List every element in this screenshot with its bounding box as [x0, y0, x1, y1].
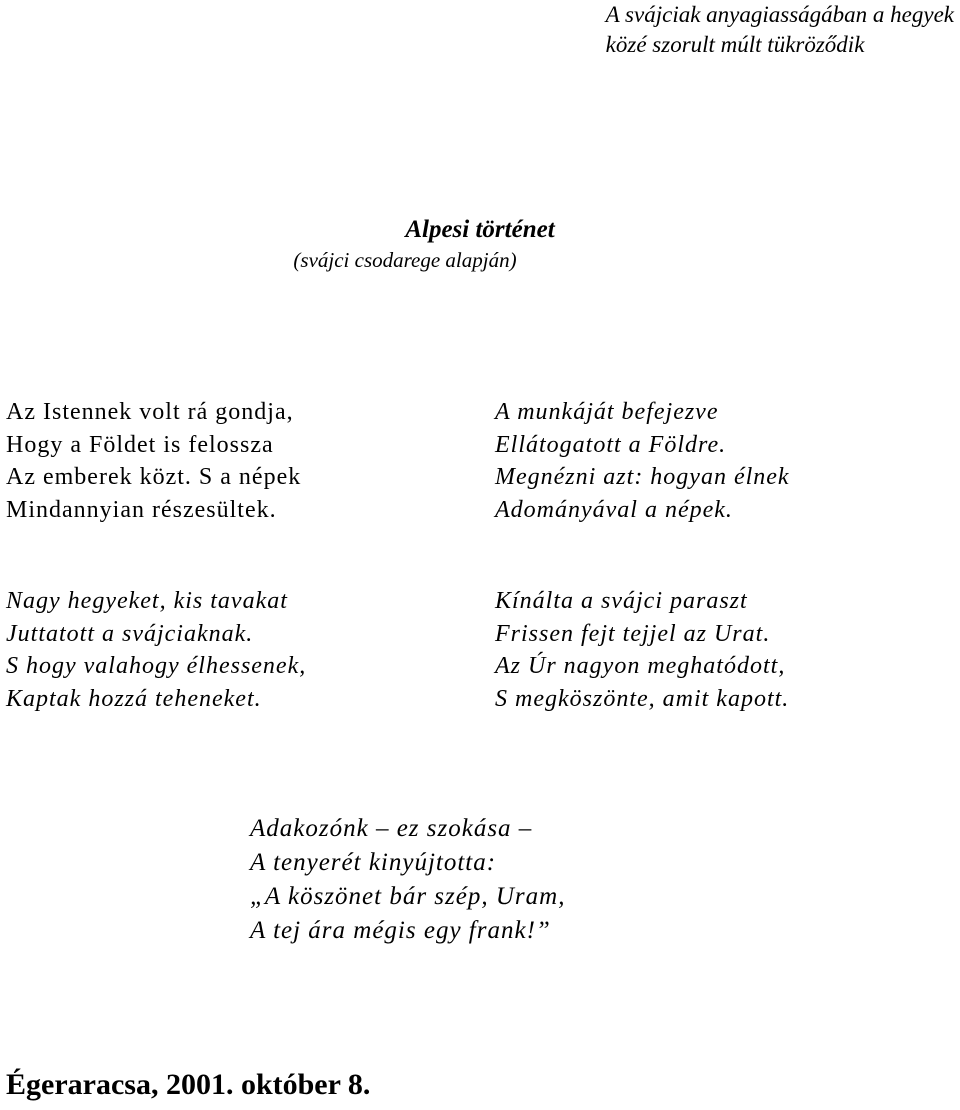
verse-line: A tenyerét kinyújtotta: [250, 849, 497, 876]
poem-title: Alpesi történet [405, 216, 555, 243]
verse-line: Ellátogatott a Földre. [495, 431, 727, 458]
verse-line: Az Istennek volt rá gondja, [6, 399, 294, 425]
title-block [0, 214, 960, 274]
verse-line: Adakozónk – ez szokása – [250, 815, 533, 842]
stanza-1 [6, 396, 301, 526]
verse-line: Hogy a Földet is felossza [6, 431, 274, 458]
epigraph [606, 0, 954, 60]
stanza-5 [250, 812, 565, 948]
verse-line: A munkáját befejezve [495, 399, 719, 425]
stanza-4 [495, 585, 789, 715]
verse-line: Az emberek közt. S a népek [6, 464, 302, 490]
signature-place-date: Égeraracsa, 2001. október 8. [6, 1068, 371, 1101]
stanza-2 [6, 585, 306, 715]
verse-line: Az Úr nagyon meghatódott, [495, 653, 786, 679]
verse-line: „A köszönet bár szép, Uram, [250, 883, 566, 910]
verse-line: S megköszönte, amit kapott. [495, 685, 790, 712]
verse-line: Juttatott a svájciaknak. [6, 620, 254, 647]
epigraph-line: közé szorult múlt tükröződik [605, 32, 865, 57]
verse-line: Kínálta a svájci paraszt [495, 588, 748, 614]
verse-line: Mindannyian részesültek. [6, 496, 277, 523]
poem-subtitle: (svájci csodarege alapján) [293, 248, 517, 272]
verse-line: A tej ára mégis egy frank!” [250, 917, 551, 944]
verse-line: Kaptak hozzá teheneket. [6, 685, 262, 712]
verse-line: Megnézni azt: hogyan élnek [495, 464, 790, 490]
verse-line: S hogy valahogy élhessenek, [6, 653, 307, 679]
verse-line: Nagy hegyeket, kis tavakat [6, 588, 288, 614]
verse-line: Adományával a népek. [495, 496, 733, 523]
stanza-3 [495, 396, 790, 526]
epigraph-line: A svájciak anyagiasságában a hegyek [605, 2, 954, 27]
verse-line: Frissen fejt tejjel az Urat. [495, 620, 771, 647]
